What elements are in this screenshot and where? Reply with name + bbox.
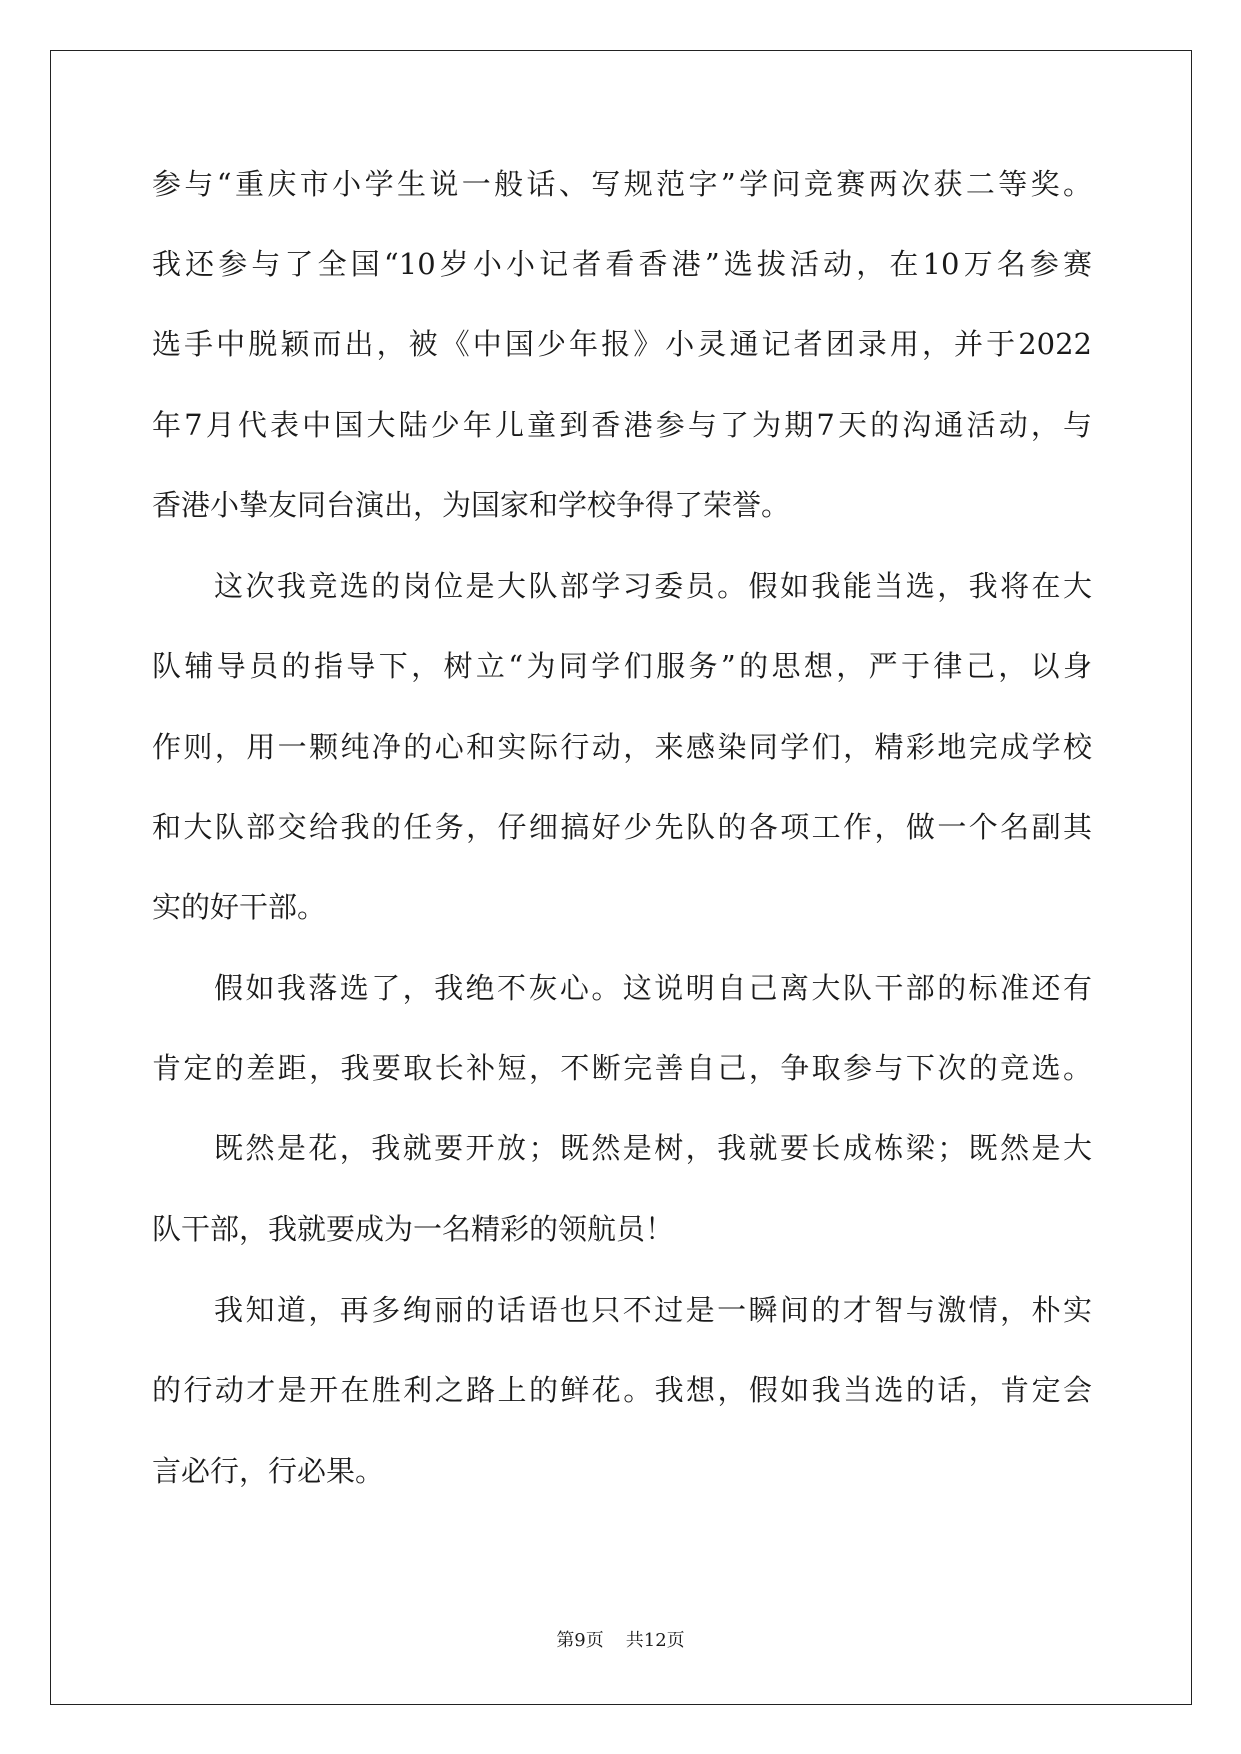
text-line: 选手中脱颖而出，被《中国少年报》小灵通记者团录用，并于2022 xyxy=(152,327,1092,361)
text-line: 的行动才是开在胜利之路上的鲜花。我想，假如我当选的话，肯定会 xyxy=(152,1373,1092,1407)
text-line: 言必行，行必果。 xyxy=(152,1454,385,1488)
page-number-total: 共12页 xyxy=(625,1630,685,1651)
paragraph-first-line: 这次我竞选的岗位是大队部学习委员。假如我能当选，我将在大 xyxy=(214,569,1092,603)
text-line: 和大队部交给我的任务，仔细搞好少先队的各项工作，做一个名副其 xyxy=(152,810,1092,844)
text-line: 队干部，我就要成为一名精彩的领航员！ xyxy=(152,1212,675,1246)
text-line: 实的好干部。 xyxy=(152,890,327,924)
paragraph-first-line: 假如我落选了，我绝不灰心。这说明自己离大队干部的标准还有 xyxy=(214,971,1092,1005)
paragraph-first-line: 既然是花，我就要开放；既然是树，我就要长成栋梁；既然是大 xyxy=(214,1131,1092,1165)
text-line: 队辅导员的指导下，树立“为同学们服务”的思想，严于律己，以身 xyxy=(152,649,1092,683)
paragraph-first-line: 我知道，再多绚丽的话语也只不过是一瞬间的才智与激情，朴实 xyxy=(214,1293,1092,1327)
text-line: 作则，用一颗纯净的心和实际行动，来感染同学们，精彩地完成学校 xyxy=(152,730,1092,764)
text-line: 年7月代表中国大陆少年儿童到香港参与了为期7天的沟通活动，与 xyxy=(152,408,1092,442)
text-line: 我还参与了全国“10岁小小记者看香港”选拔活动，在10万名参赛 xyxy=(152,247,1092,281)
text-line: 参与“重庆市小学生说一般话、写规范字”学问竞赛两次获二等奖。 xyxy=(152,167,1092,201)
page-number-current: 第9页 xyxy=(556,1630,604,1651)
text-line: 香港小挚友同台演出，为国家和学校争得了荣誉。 xyxy=(152,488,791,522)
page-footer xyxy=(0,1626,1241,1652)
text-line: 肯定的差距，我要取长补短，不断完善自己，争取参与下次的竞选。 xyxy=(152,1051,1092,1085)
